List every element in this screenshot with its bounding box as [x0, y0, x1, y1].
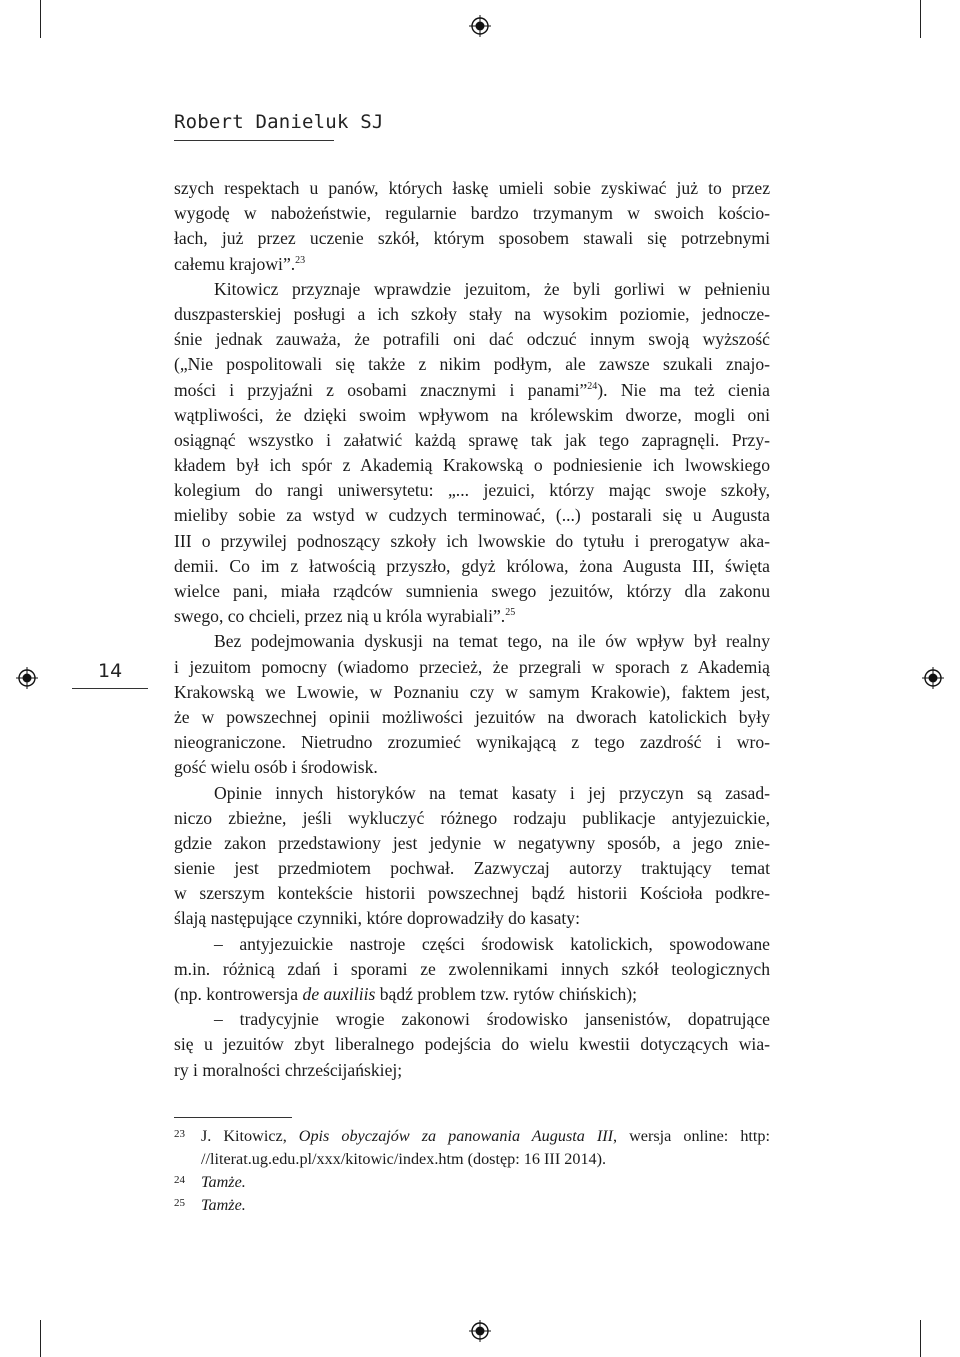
footnote-ref-25: 25 [505, 607, 516, 619]
footnote-23: 23 J. Kitowicz, Opis obyczajów za panowania Augusta III, wersja online: http: //literat.ug.edu.pl/xxx/kitowic/index.htm (dostęp: 16 III 2014). [174, 1125, 770, 1171]
registration-mark-left-icon [16, 667, 38, 689]
registration-mark-top-icon [469, 15, 491, 37]
crop-mark-bottom-left [40, 1320, 41, 1357]
page-number-rule [72, 688, 148, 689]
footnote-number: 23 [174, 1128, 185, 1140]
text-line: w szerszym kontekście historii powszechnej bądź historii Kościoła podkre- [174, 883, 770, 904]
text-line: ry i moralności chrześcijańskiej; [174, 1059, 403, 1080]
text-line: mości i przyjaźni z osobami znacznymi i panami”$^{24}$). Nie ma też cienia [174, 379, 770, 400]
text-line: wielce pani, miała rządców sumnienia swego jezuitów, którzy dla zakonu [174, 581, 770, 601]
text-line: kładem był ich spór z Akademią Krakowską o podniesienie ich lwowskiego [174, 455, 770, 476]
text-line: wątpliwości, że dzięki swoim wpływom na królewskim dworze, mogli oni [174, 404, 770, 425]
text-line: (np. kontrowersja de auxiliis bądź problem tzw. rytów chińskich); [174, 984, 638, 1004]
text-line: duszpasterskiej posługi a ich szkoły stały na wysokim poziomie, jednocze- [174, 303, 770, 324]
footnote-url: //literat.ug.edu.pl/xxx/kitowic/index.htm (dostęp: 16 III 2014). [201, 1150, 607, 1168]
footnote-25: 25 Tamże. [174, 1194, 770, 1217]
text-line: – tradycyjnie wrogie zakonowi środowisko jansenistów, dopatrujące [214, 1009, 770, 1030]
registration-mark-bottom-icon [469, 1320, 491, 1342]
text-line: i jezuitom pomocny (wiadomo przecież, że przegrali w sporach z Akademią [174, 656, 770, 677]
text-line: Krakowską we Lwowie, w Poznaniu czy w samym Krakowie), faktem jest, [174, 681, 770, 702]
text-line: niczo zbieżne, jeśli wykluczyć różnego rodzaju publikacje antyjezuickie, [174, 807, 770, 828]
text-line: mieliby sobie za wstyd w cudzych terminować, (...) postarali się u Augusta [174, 505, 770, 526]
footnotes [174, 1125, 770, 1217]
running-header-author: Robert Danieluk SJ [174, 111, 384, 133]
text-line: Opinie innych historyków na temat kasaty i jej przyczyn są zasad- [214, 782, 770, 803]
text-line: – antyjezuickie nastroje części środowisk katolickich, spowodowane [214, 933, 770, 954]
footnote-number: 24 [174, 1174, 185, 1186]
footnote-number: 25 [174, 1197, 185, 1209]
crop-mark-bottom-right [920, 1320, 921, 1357]
page-number: 14 [98, 660, 123, 682]
text-line: Bez podejmowania dyskusji na temat tego, na ile ów wpływ był realny [214, 631, 770, 652]
text-line: całemu krajowi”.$^{23}$ [174, 253, 306, 274]
footnote-ref-24: 24 [587, 380, 598, 392]
text-line: szych respektach u panów, których łaskę umieli sobie zyskiwać już to przez [174, 178, 770, 198]
text-line: sienie jest przedmiotem pochwał. Zazwyczaj autorzy traktujący temat [174, 858, 770, 879]
footnote-ref-23: 23 [295, 254, 306, 266]
registration-mark-right-icon [922, 667, 944, 689]
text-line: („Nie pospolitowali się także z nikim podłym, ale zawsze szukali znajo- [174, 354, 770, 375]
text-line: wygodę w nabożeństwie, regularnie bardzo trzymanym w swoich kościo- [174, 203, 770, 224]
text-line: że w powszechnej opinii możliwości jezuitów na dworach katolickich były [174, 706, 770, 727]
crop-mark-top-left [40, 0, 41, 38]
footnote-rule [174, 1117, 292, 1118]
text-line: m.in. różnicą zdań i sporami ze zwolennikami innych szkół teologicznych [174, 958, 770, 979]
text-line: gdzie zakon przedstawiony jest jedynie w negatywny sposób, a jego znie- [174, 832, 770, 853]
text-line: kolegium do rangi uniwersytetu: „... jezuici, którzy mając swoje szkoły, [174, 480, 770, 501]
text-line: łach, już przez uczenie szkół, którym sposobem stawali się potrzebnymi [174, 228, 770, 249]
text-line: się u jezuitów zbyt liberalnego podejścia do wielu kwestii dotyczących wia- [174, 1034, 770, 1055]
text-line: demii. Co im z łatwością przyszło, gdyż królowa, żona Augusta III, święta [174, 555, 770, 576]
text-line: Kitowicz przyznaje wprawdzie jezuitom, że byli gorliwi w pełnieniu [214, 278, 770, 299]
text-line: śnie jednak zauważa, że potrafili oni dać odczuć innym swoją wyższość [174, 329, 770, 350]
text-line: gość wielu osób i środowisk. [174, 757, 378, 778]
body-text [174, 176, 770, 1083]
text-line: swego, co chcieli, przez nią u króla wyrabiali”.$^{25}$ [174, 606, 516, 627]
crop-mark-top-right [920, 0, 921, 38]
text-line: nieograniczone. Nietrudno zrozumieć wynikającą z tego zazdrość i wro- [174, 732, 770, 753]
header-rule [174, 140, 334, 141]
text-line: osiągnąć wszystko i załatwić każdą sprawę tak jak tego zapragnęli. Przy- [174, 429, 770, 450]
footnote-24: 24 Tamże. [174, 1171, 770, 1194]
text-line: ślają następujące czynniki, które doprowadziły do kasaty: [174, 908, 580, 929]
text-line: III o przywilej podnoszący szkoły ich lwowskie do tytułu i prerogatyw aka- [174, 530, 770, 551]
